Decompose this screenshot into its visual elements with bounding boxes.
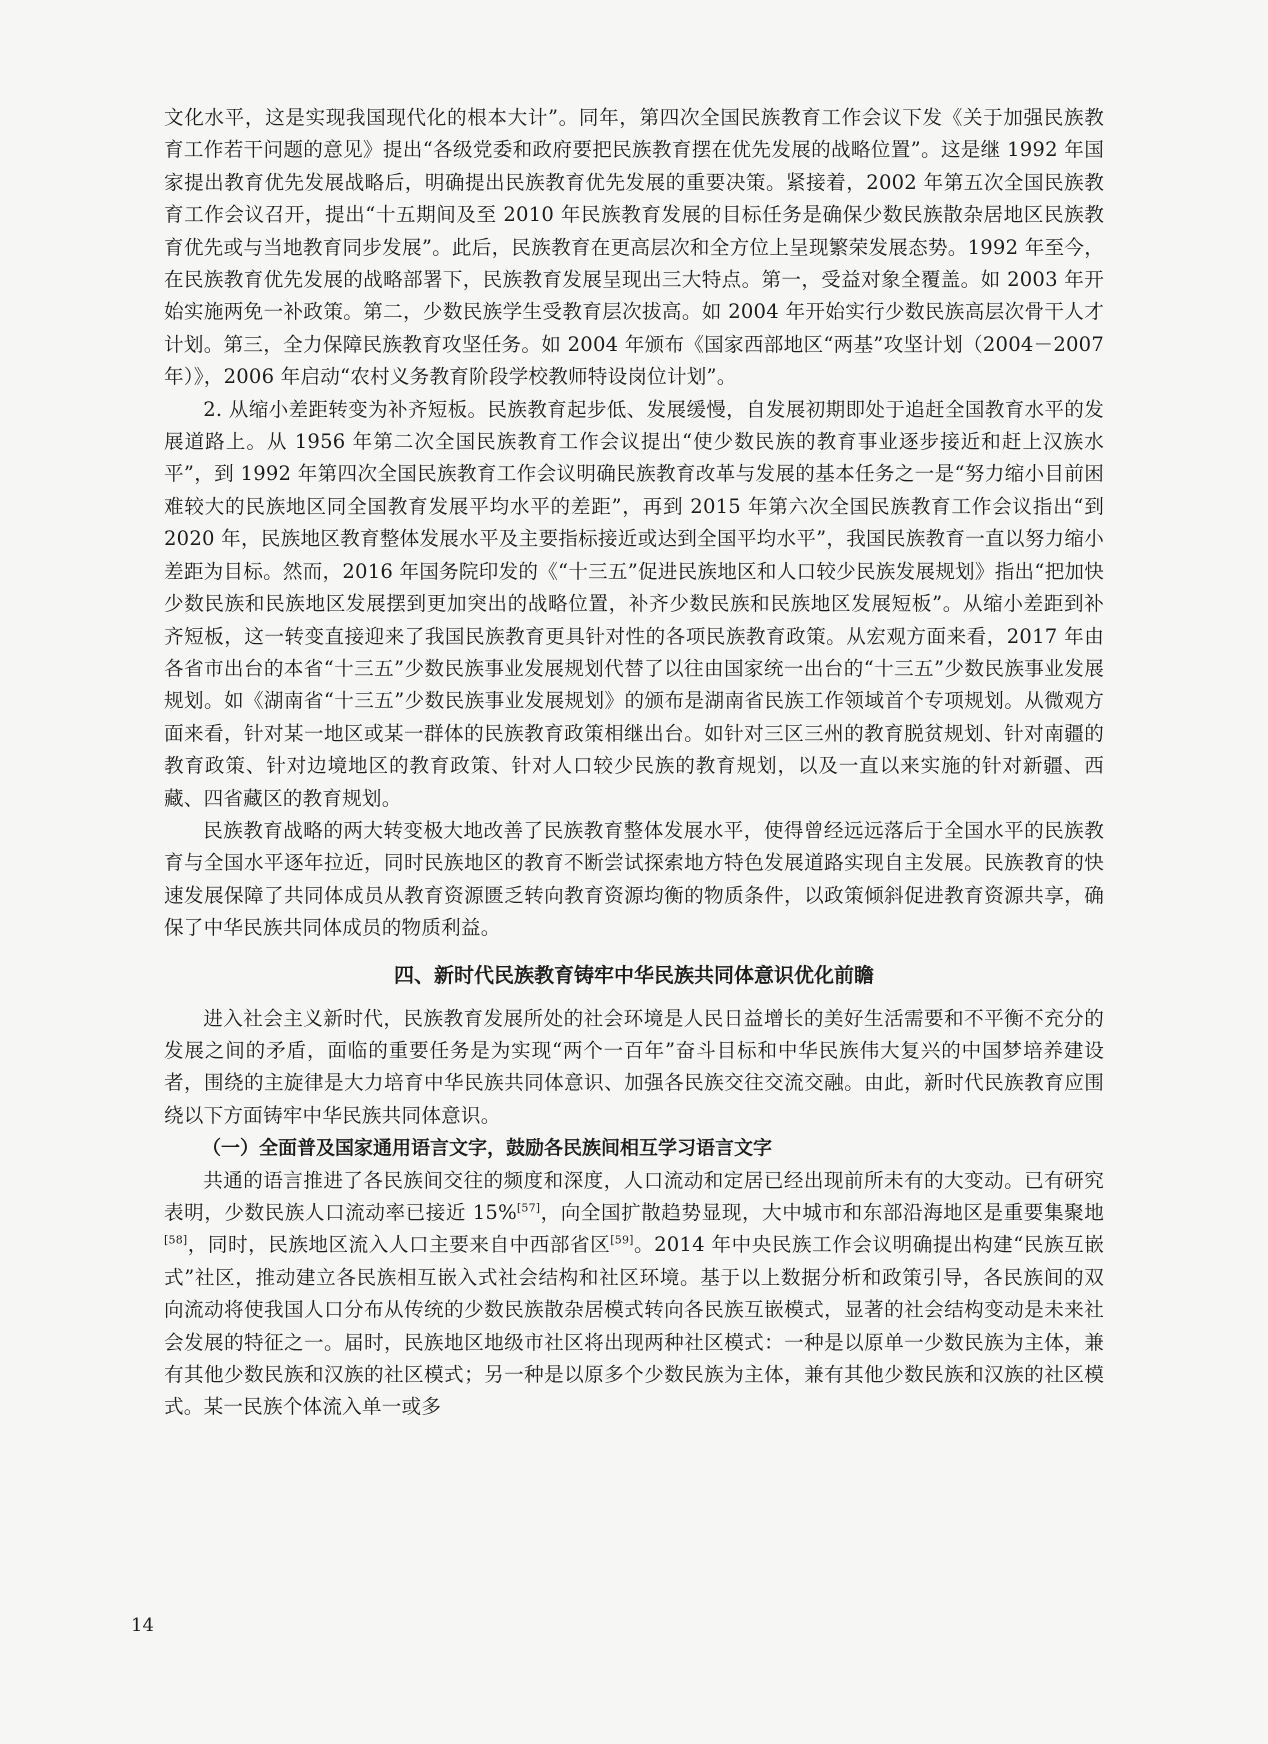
citation-ref: [58]	[164, 1233, 188, 1247]
body-paragraph: 民族教育战略的两大转变极大地改善了民族教育整体发展水平，使得曾经远远落后于全国水平的民族教育与全国水平逐年拉近，同时民族地区的教育不断尝试探索地方特色发展道路实现自主发展。民族教育的快速发展保障了共同体成员从教育资源匮乏转向教育资源均衡的物质条件，以政策倾斜促进教育资源共享，确保了中华民族共同体成员的物质利益。	[164, 818, 1104, 940]
citation-ref: [57]	[516, 1201, 541, 1215]
page-number: 14	[131, 1615, 154, 1636]
body-paragraph: 2. 从缩小差距转变为补齐短板。民族教育起步低、发展缓慢，自发展初期即处于追赶全国教育水平的发展道路上。从 1956 年第二次全国民族教育工作会议提出“使少数民族的教育事业逐步接近和赶上汉族水平”，到 1992 年第四次全国民族教育工作会议明确民族教育改革与发展的基本任务之一是“努力缩小目前困难较大的民族地区同全国教育发展平均水平的差距”，再到 2015 年第六次全国民族教育工作会议指出“到 2020 年，民族地区教育整体发展水平及主要指标接近或达到全国平均水平”，我国民族教育一直以努力缩小差距为目标。然而，2016 年国务院印发的《“十三五”促进民族地区和人口较少民族发展规划》指出“把加快少数民族和民族地区发展摆到更加突出的战略位置，补齐少数民族和民族地区发展短板”。从缩小差距到补齐短板，这一转变直接迎来了我国民族教育更具针对性的各项民族教育政策。从宏观方面来看，2017 年由各省市出台的本省“十三五”少数民族事业发展规划代替了以往由国家统一出台的“十三五”少数民族事业发展规划。如《湖南省“十三五”少数民族事业发展规划》的颁布是湖南省民族工作领域首个专项规划。从微观方面来看，针对某一地区或某一群体的民族教育政策相继出台。如针对三区三州的教育脱贫规划、针对南疆的教育政策、针对边境地区的教育政策、针对人口较少民族的教育规划，以及一直以来实施的针对新疆、西藏、四省藏区的教育规划。	[164, 397, 1104, 810]
body-paragraph: 文化水平，这是实现我国现代化的根本大计”。同年，第四次全国民族教育工作会议下发《关于加强民族教育工作若干问题的意见》提出“各级党委和政府要把民族教育摆在优先发展的战略位置”。这是继 1992 年国家提出教育优先发展战略后，明确提出民族教育优先发展的重要决策。紧接着，2002 年第五次全国民族教育工作会议召开，提出“十五期间及至 2010 年民族教育发展的目标任务是确保少数民族散杂居地区民族教育优先或与当地教育同步发展”。此后，民族教育在更高层次和全方位上呈现繁荣发展态势。1992 年至今，在民族教育优先发展的战略部署下，民族教育发展呈现出三大特点。第一，受益对象全覆盖。如 2003 年开始实施两免一补政策。第二，少数民族学生受教育层次拔高。如 2004 年开始实行少数民族高层次骨干人才计划。第三，全力保障民族教育攻坚任务。如 2004 年颁布《国家西部地区“两基”攻坚计划（2004－2007 年）》，2006 年启动“农村义务教育阶段学校教师特设岗位计划”。	[164, 106, 1104, 389]
paragraph-text: ，同时，民族地区流入人口主要来自中西部省区	[187, 1233, 611, 1257]
paragraph-text: ，向全国扩散趋势显现，大中城市和东部沿海地区是重要集聚地	[540, 1201, 1104, 1224]
paragraph-text: 。2014 年中央民族工作会议明确提出构建“民族互嵌式”社区，推动建立各民族相互嵌入式社会结构和社区环境。基于以上数据分析和政策引导，各民族间的双向流动将使我国人口分布从传统的少数民族散杂居模式转向各民族互嵌模式，显著的社会结构变动是未来社会发展的特征之一。届时，民族地区地级市社区将出现两种社区模式：一种是以原单一少数民族为主体，兼有其他少数民族和汉族的社区模式；另一种是以原多个少数民族为主体，兼有其他少数民族和汉族的社区模式。某一民族个体流入单一或多	[164, 1233, 1105, 1419]
citation-ref: [59]	[610, 1233, 634, 1247]
body-paragraph-final	[164, 1165, 1104, 1424]
section-intro-paragraph: 进入社会主义新时代，民族教育发展所处的社会环境是人民日益增长的美好生活需要和不平衡不充分的发展之间的矛盾，面临的重要任务是为实现“两个一百年”奋斗目标和中华民族伟大复兴的中国梦培养建设者，围绕的主旋律是大力培育中华民族共同体意识、加强各民族交往交流交融。由此，新时代民族教育应围绕以下方面铸牢中华民族共同体意识。	[164, 1006, 1104, 1127]
paragraph-text: 共通的语言推进了各民族间交往的频度和深度，人口流动和定居已经出现前所未有的大变动。已有研究表明，少数民族人口流动率已接近 15%	[164, 1168, 1104, 1224]
subsection-heading: （一）全面普及国家通用语言文字，鼓励各民族间相互学习语言文字	[202, 1137, 773, 1160]
section-heading: 四、新时代民族教育铸牢中华民族共同体意识优化前瞻	[394, 962, 874, 987]
